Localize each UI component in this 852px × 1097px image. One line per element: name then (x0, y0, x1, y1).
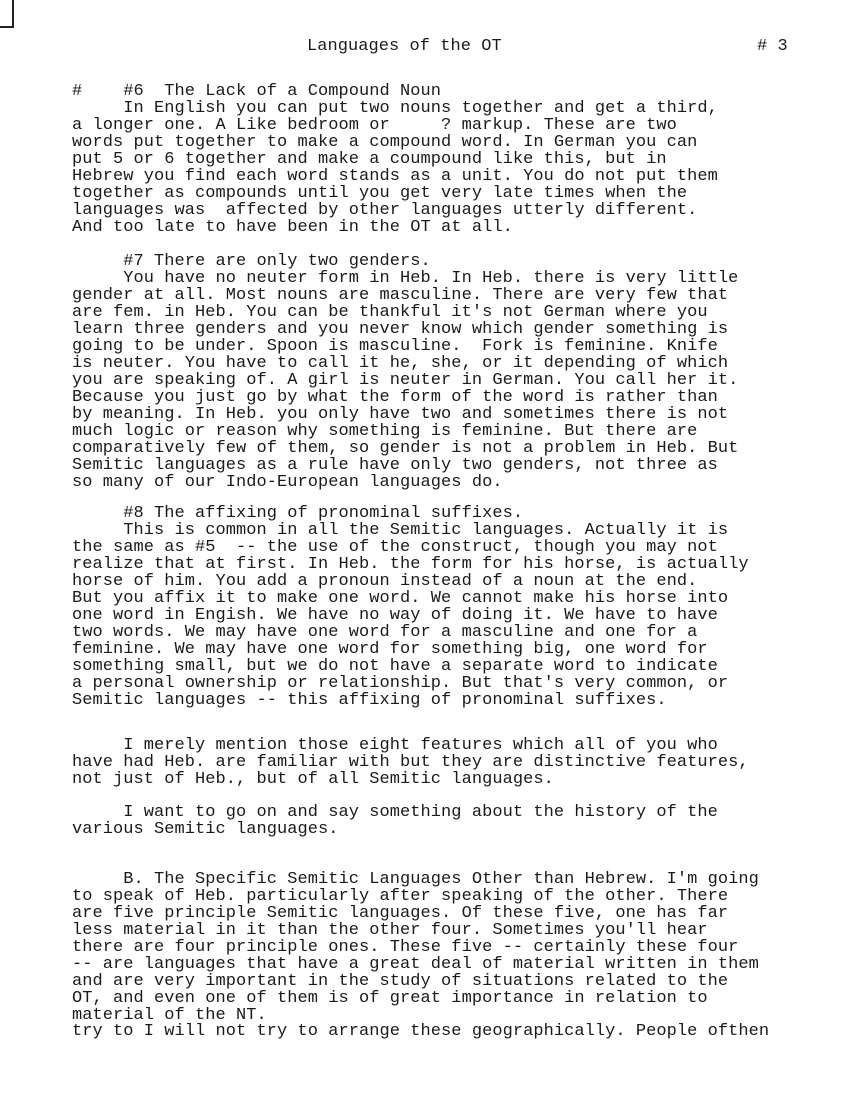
text-line: much logic or reason why something is feminine. But there are (72, 422, 698, 441)
text-line: I merely mention those eight features which all of you who (72, 736, 718, 755)
text-line: something small, but we do not have a separate word to indicate (72, 657, 718, 676)
text-line: In English you can put two nouns together and get a third, (72, 99, 718, 118)
section-specific-semitic-languages (72, 871, 759, 1024)
text-line: going to be under. Spoon is masculine. Fork is feminine. Knife (72, 337, 718, 356)
text-line: not just of Heb., but of all Semitic languages. (72, 770, 554, 789)
text-line: so many of our Indo-European languages do. (72, 473, 503, 492)
text-line: put 5 or 6 together and make a coumpound like this, but in (72, 150, 667, 169)
text-line: Semitic languages -- this affixing of pronominal suffixes. (72, 691, 667, 710)
text-line: by meaning. In Heb. you only have two and sometimes there is not (72, 405, 729, 424)
text-line: gender at all. Most nouns are masculine. There are very few that (72, 286, 729, 305)
text-line: and are very important in the study of situations related to the (72, 972, 729, 991)
text-line: are fem. in Heb. You can be thankful it's not German where you (72, 303, 708, 322)
text-line: #7 There are only two genders. (72, 252, 431, 271)
text-line: there are four principle ones. These five -- certainly these four (72, 938, 739, 957)
text-line: two words. We may have one word for a masculine and one for a (72, 623, 698, 642)
text-line: You have no neuter form in Heb. In Heb. there is very little (72, 269, 739, 288)
text-line: have had Heb. are familiar with but they are distinctive features, (72, 753, 749, 772)
text-line: # #6 The Lack of a Compound Noun (72, 82, 442, 101)
page-header-title: Languages of the OT (307, 37, 502, 56)
text-line: Because you just go by what the form of the word is rather than (72, 388, 718, 407)
text-line: a personal ownership or relationship. But that's very common, or (72, 674, 729, 693)
paragraph-eight-features (72, 737, 749, 788)
text-line: OT, and even one of them is of great importance in relation to (72, 989, 708, 1008)
text-line: This is common in all the Semitic languages. Actually it is (72, 521, 729, 540)
text-line: to speak of Heb. particularly after speaking of the other. There (72, 887, 729, 906)
section-compound-noun (72, 83, 718, 236)
text-line: various Semitic languages. (72, 820, 339, 839)
text-line: #8 The affixing of pronominal suffixes. (72, 504, 524, 523)
text-line: realize that at first. In Heb. the form for his horse, is actually (72, 555, 749, 574)
text-line: try to I will not try to arrange these geographically. People ofthen (72, 1022, 770, 1041)
text-line: words put together to make a compound word. In German you can (72, 133, 698, 152)
text-line: material of the NT. (72, 1006, 267, 1025)
text-line: horse of him. You add a pronoun instead of a noun at the end. (72, 572, 698, 591)
section-genders (72, 253, 738, 491)
text-line: And too late to have been in the OT at all. (72, 218, 513, 237)
text-line: learn three genders and you never know which gender something is (72, 320, 729, 339)
text-line: B. The Specific Semitic Languages Other than Hebrew. I'm going (72, 870, 759, 889)
text-line: you are speaking of. A girl is neuter in German. You call her it. (72, 371, 739, 390)
scan-mark (12, 0, 14, 28)
text-line: -- are languages that have a great deal of material written in them (72, 955, 759, 974)
text-line: less material in it than the other four. Sometimes you'll hear (72, 921, 708, 940)
text-line: are five principle Semitic languages. Of these five, one has far (72, 904, 729, 923)
paragraph-geography (72, 1023, 769, 1040)
text-line: Hebrew you find each word stands as a unit. You do not put them (72, 167, 718, 186)
text-line: I want to go on and say something about the history of the (72, 803, 718, 822)
text-line: Semitic languages as a rule have only two genders, not three as (72, 456, 718, 475)
text-line: together as compounds until you get very late times when the (72, 184, 688, 203)
text-line: But you affix it to make one word. We cannot make his horse into (72, 589, 729, 608)
paragraph-history (72, 804, 718, 838)
text-line: comparatively few of them, so gender is not a problem in Heb. But (72, 439, 739, 458)
section-pronominal-suffixes (72, 505, 749, 709)
text-line: the same as #5 -- the use of the construct, though you may not (72, 538, 718, 557)
scan-mark (0, 26, 12, 28)
text-line: languages was affected by other languages utterly different. (72, 201, 698, 220)
text-line: one word in Engish. We have no way of doing it. We have to have (72, 606, 718, 625)
text-line: is neuter. You have to call it he, she, or it depending of which (72, 354, 729, 373)
page-number: # 3 (757, 37, 788, 56)
text-line: a longer one. A Like bedroom or ? markup. These are two (72, 116, 677, 135)
text-line: feminine. We may have one word for something big, one word for (72, 640, 708, 659)
